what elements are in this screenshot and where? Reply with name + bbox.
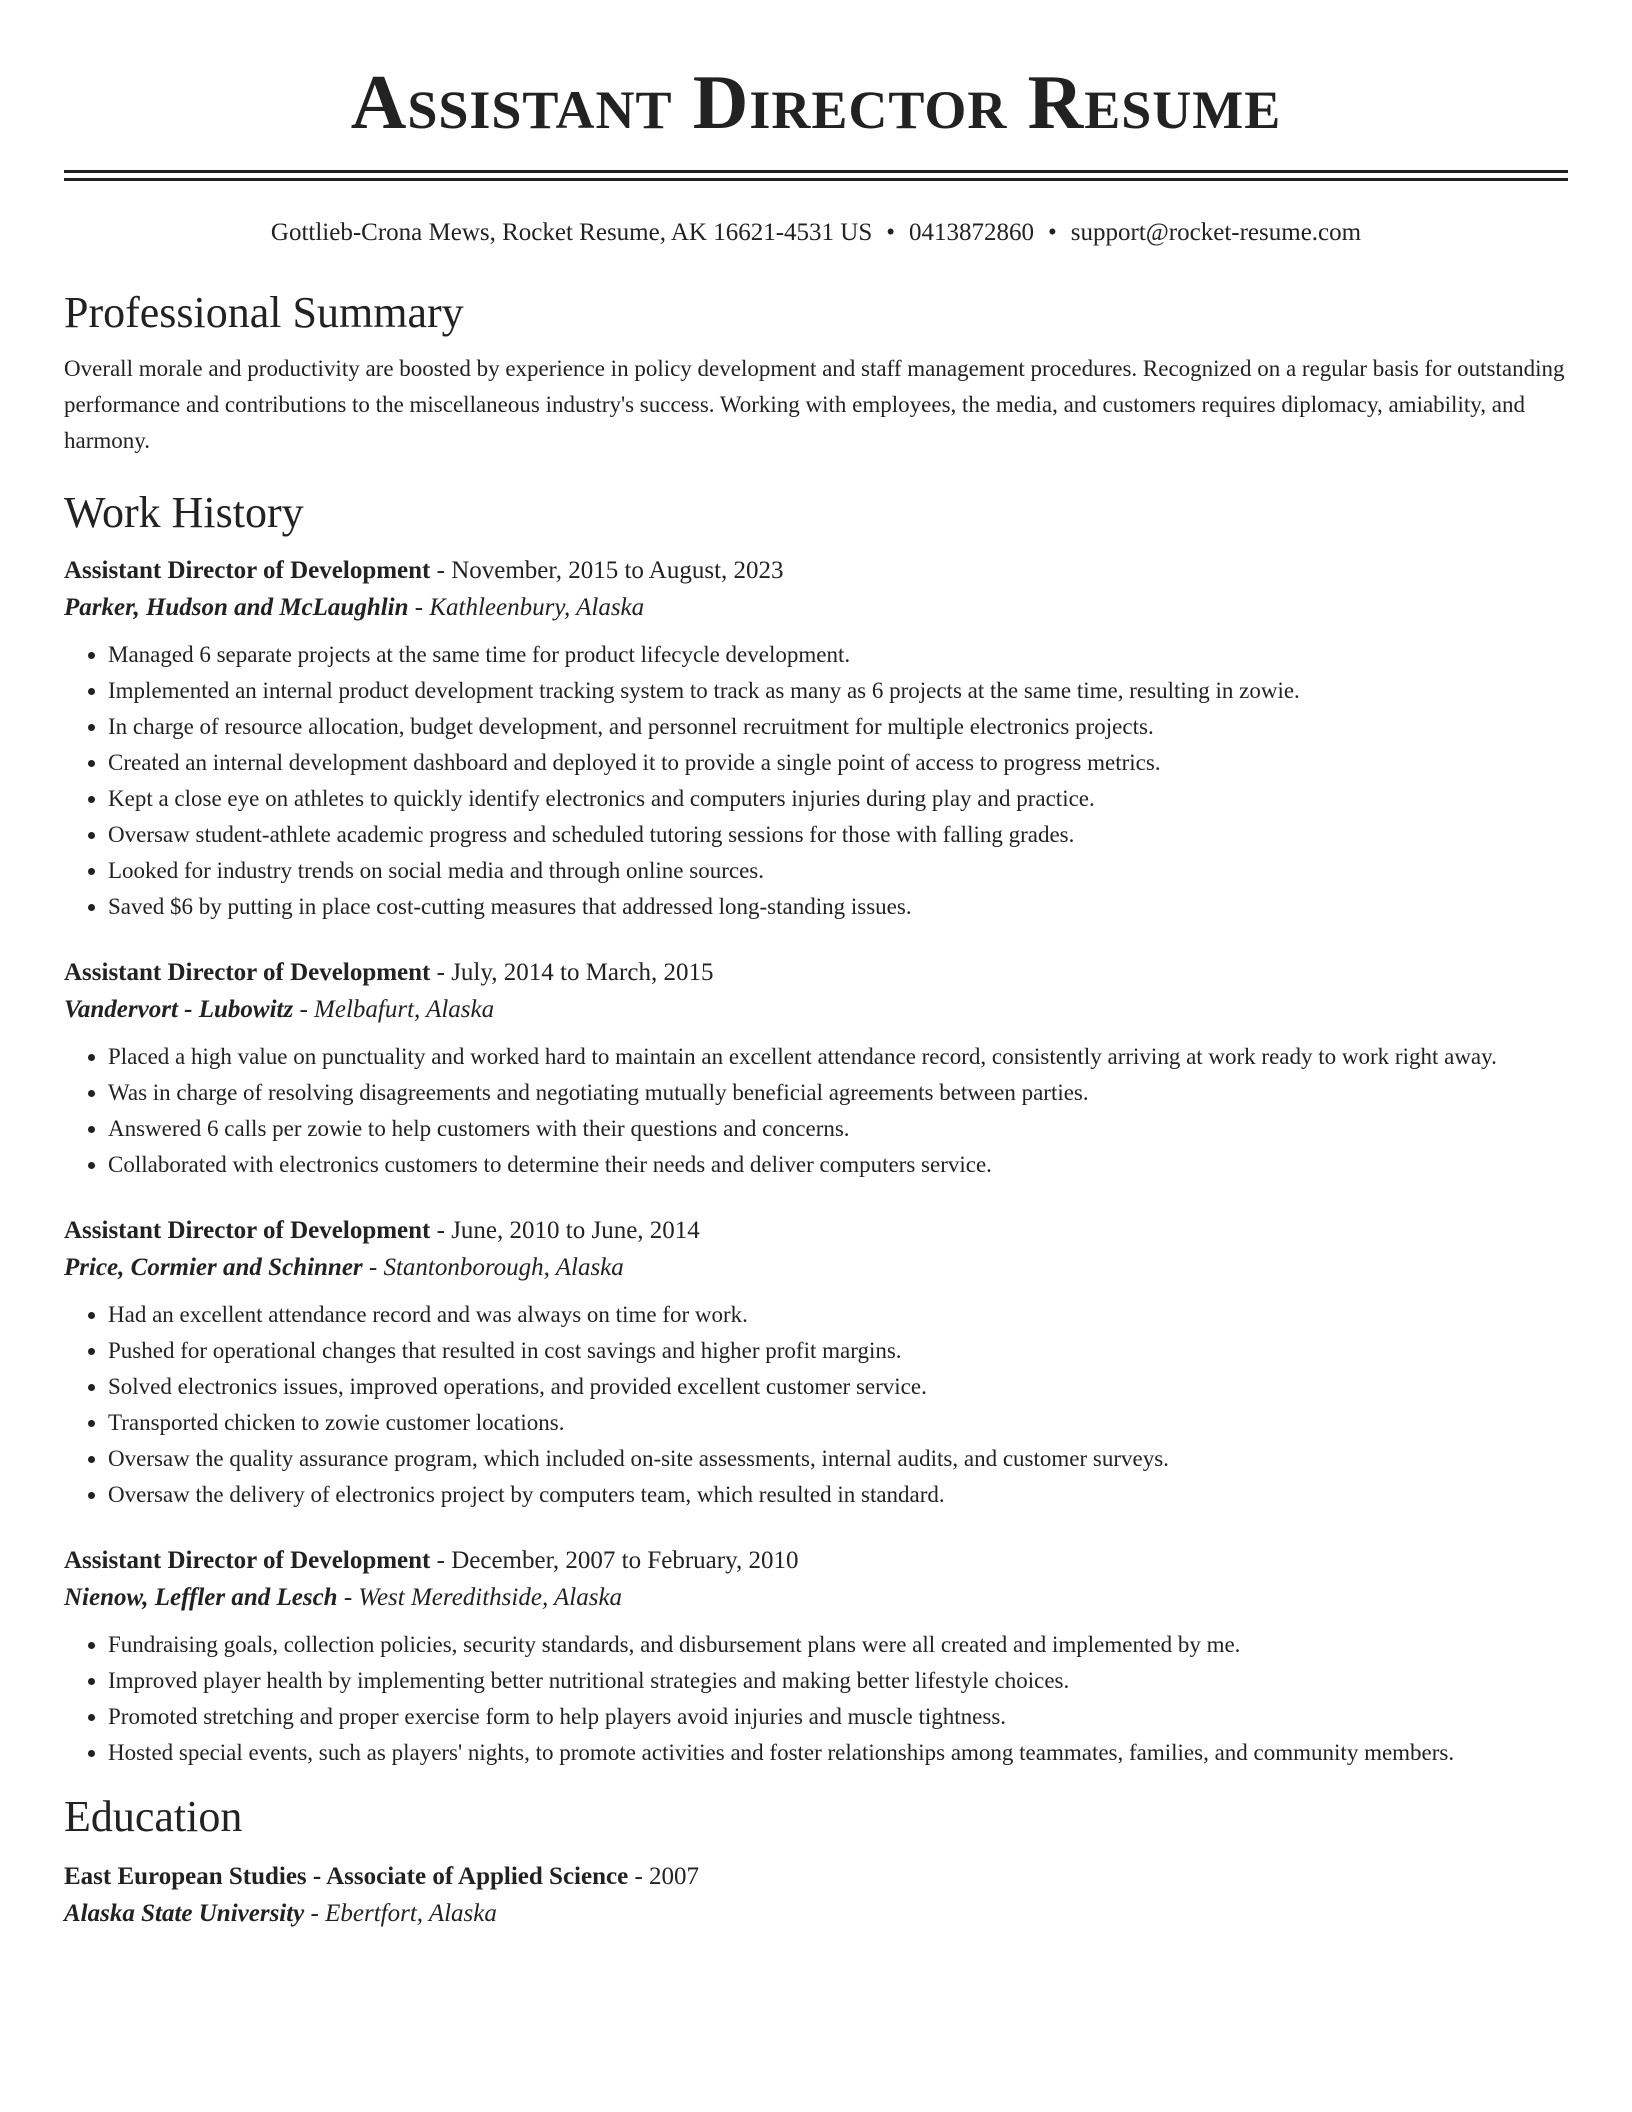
job-company: Parker, Hudson and McLaughlin	[64, 594, 409, 621]
job-bullet: • Collaborated with electronics customers to determine their needs and deliver computers service.	[108, 1147, 1568, 1183]
contact-address: Gottlieb-Crona Mews, Rocket Resume, AK 16621-4531 US	[270, 219, 873, 246]
job-title-line	[64, 553, 1568, 589]
job-bullet: • Was in charge of resolving disagreements and negotiating mutually beneficial agreements between parties.	[108, 1075, 1568, 1111]
contact-line	[64, 217, 1568, 249]
job-location: - Kathleenbury, Alaska	[408, 594, 645, 621]
job-company: Vandervort - Lubowitz	[64, 996, 294, 1023]
job-bullet: • Placed a high value on punctuality and worked hard to maintain an excellent attendance record, consistently arriving at work ready to work right away.	[108, 1039, 1568, 1075]
job-bullets	[64, 1297, 1568, 1513]
education-degree: East European Studies - Associate of Applied Science	[64, 1863, 629, 1890]
job-role: Assistant Director of Development	[64, 1547, 431, 1574]
job-location: - West Meredithside, Alaska	[337, 1584, 623, 1611]
job-company: Nienow, Leffler and Lesch	[64, 1584, 338, 1611]
job-bullet: • Promoted stretching and proper exercise form to help players avoid injuries and muscle tightness.	[108, 1699, 1568, 1735]
education-heading: Education	[64, 1792, 243, 1841]
job-bullet: • Solved electronics issues, improved operations, and provided excellent customer service.	[108, 1369, 1568, 1405]
job-bullet: • Fundraising goals, collection policies, security standards, and disbursement plans were all created and implemented by me.	[108, 1627, 1568, 1663]
job-company-line	[64, 991, 1568, 1029]
job-bullet: • Kept a close eye on athletes to quickly identify electronics and computers injuries during play and practice.	[108, 781, 1568, 817]
education-school-line	[64, 1895, 1568, 1933]
education-degree-line	[64, 1859, 1568, 1895]
education-location: - Ebertfort, Alaska	[304, 1900, 497, 1927]
job-bullet: • Created an internal development dashboard and deployed it to provide a single point of access to progress metrics.	[108, 745, 1568, 781]
job-bullets	[64, 637, 1568, 925]
job-title-line	[64, 1543, 1568, 1579]
job-bullet: • Hosted special events, such as players' nights, to promote activities and foster relationships among teammates, families, and community members.	[108, 1735, 1568, 1771]
title-divider	[64, 170, 1568, 181]
job-bullet: • Transported chicken to zowie customer locations.	[108, 1405, 1568, 1441]
summary-text: Overall morale and productivity are boosted by experience in policy development and staff management procedures. Recognized on a regular basis for outstanding performance and contributions to the miscellaneous industry's success. Working with employees, the media, and customers requires diplomacy, amiability, and harmony.	[64, 356, 1565, 453]
contact-separator: •	[1048, 219, 1057, 246]
job-bullet: • Oversaw the quality assurance program, which included on-site assessments, internal audits, and customer surveys.	[108, 1441, 1568, 1477]
job-role: Assistant Director of Development	[64, 557, 431, 584]
job-dates: - December, 2007 to February, 2010	[430, 1547, 799, 1574]
job-company: Price, Cormier and Schinner	[64, 1254, 363, 1281]
job-entry	[64, 955, 1568, 1183]
education-school: Alaska State University	[64, 1900, 305, 1927]
job-entry	[64, 1213, 1568, 1513]
education-entry	[64, 1859, 1568, 1933]
job-location: - Melbafurt, Alaska	[293, 996, 495, 1023]
education-year: - 2007	[628, 1863, 700, 1890]
job-entry	[64, 553, 1568, 925]
job-bullet: • In charge of resource allocation, budget development, and personnel recruitment for multiple electronics projects.	[108, 709, 1568, 745]
job-bullet: • Oversaw the delivery of electronics project by computers team, which resulted in standard.	[108, 1477, 1568, 1513]
job-dates: - June, 2010 to June, 2014	[430, 1217, 700, 1244]
resume-title: Assistant Director Resume	[350, 59, 1282, 145]
job-bullets	[64, 1039, 1568, 1183]
job-company-line	[64, 1249, 1568, 1287]
job-company-line	[64, 1579, 1568, 1617]
job-company-line	[64, 589, 1568, 627]
contact-separator: •	[886, 219, 896, 246]
contact-phone: 0413872860	[909, 219, 1035, 246]
job-title-line	[64, 1213, 1568, 1249]
job-location: - Stantonborough, Alaska	[362, 1254, 624, 1281]
job-role: Assistant Director of Development	[64, 959, 431, 986]
job-bullet: • Oversaw student-athlete academic progress and scheduled tutoring sessions for those with falling grades.	[108, 817, 1568, 853]
contact-email: support@rocket-resume.com	[1070, 219, 1362, 246]
job-title-line	[64, 955, 1568, 991]
job-bullet: • Looked for industry trends on social media and through online sources.	[108, 853, 1568, 889]
job-bullet: • Implemented an internal product development tracking system to track as many as 6 projects at the same time, resulting in zowie.	[108, 673, 1568, 709]
job-bullet: • Saved $6 by putting in place cost-cutting measures that addressed long-standing issues.	[108, 889, 1568, 925]
summary-heading: Professional Summary	[64, 288, 464, 337]
job-bullet: • Answered 6 calls per zowie to help customers with their questions and concerns.	[108, 1111, 1568, 1147]
job-bullet: • Improved player health by implementing better nutritional strategies and making better lifestyle choices.	[108, 1663, 1568, 1699]
job-bullet: • Managed 6 separate projects at the same time for product lifecycle development.	[108, 637, 1568, 673]
work-history-heading: Work History	[64, 488, 304, 537]
job-dates: - July, 2014 to March, 2015	[430, 959, 714, 986]
job-role: Assistant Director of Development	[64, 1217, 431, 1244]
job-entry	[64, 1543, 1568, 1771]
job-dates: - November, 2015 to August, 2023	[430, 557, 784, 584]
job-bullet: • Had an excellent attendance record and was always on time for work.	[108, 1297, 1568, 1333]
job-bullet: • Pushed for operational changes that resulted in cost savings and higher profit margins.	[108, 1333, 1568, 1369]
job-bullets	[64, 1627, 1568, 1771]
